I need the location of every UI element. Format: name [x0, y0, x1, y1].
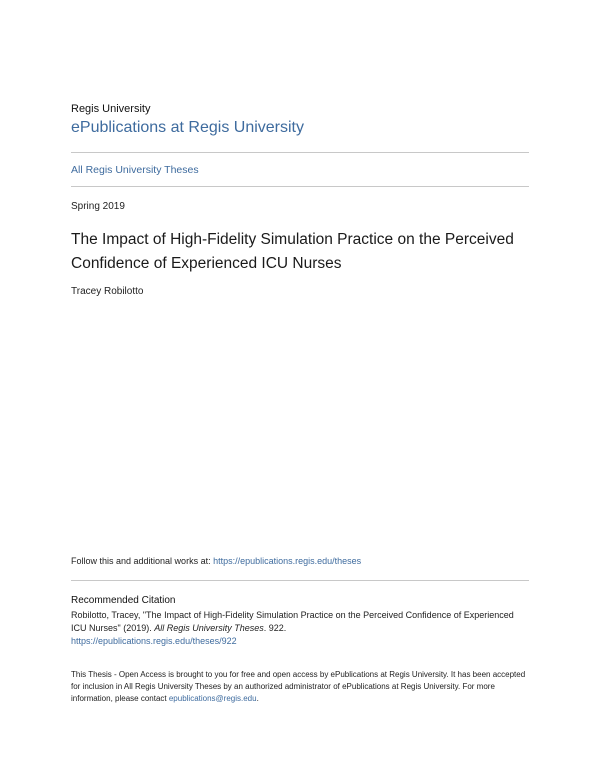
citation-number: . 922. [263, 623, 287, 633]
footer-notice [71, 669, 531, 705]
citation-url-link[interactable]: https://epublications.regis.edu/theses/922 [71, 636, 237, 646]
citation-text: Robilotto, Tracey, "The Impact of High-Fidelity Simulation Practice on the Perceived Confidence of Experienced ICU Nurses" (2019). [71, 610, 514, 633]
divider [71, 580, 529, 581]
collection-link[interactable]: All Regis University Theses [71, 164, 199, 176]
document-title: The Impact of High-Fidelity Simulation Practice on the Perceived Confidence of Experienced ICU Nurses [71, 231, 514, 272]
divider [71, 152, 529, 153]
follow-line [71, 556, 361, 566]
divider [71, 186, 529, 187]
footer-end: . [256, 694, 259, 703]
contact-email-link[interactable]: epublications@regis.edu [168, 694, 257, 703]
publication-term: Spring 2019 [71, 201, 125, 212]
repository-link[interactable]: ePublications at Regis University [71, 119, 304, 136]
author-name: Tracey Robilotto [71, 286, 144, 297]
footer-text: This Thesis - Open Access is brought to you for free and open access by ePublications at Regis University. It has been accepted for inclusion in All Regis University Theses by an authorized administrator of ePublications at Regis University. For more information, please contact [71, 670, 526, 703]
citation-body [71, 609, 531, 648]
institution-name: Regis University [71, 103, 151, 115]
follow-label: Follow this and additional works at: [71, 556, 214, 566]
citation-series: All Regis University Theses [154, 623, 264, 633]
follow-url-link[interactable]: https://epublications.regis.edu/theses [213, 556, 362, 566]
citation-heading: Recommended Citation [71, 595, 176, 606]
